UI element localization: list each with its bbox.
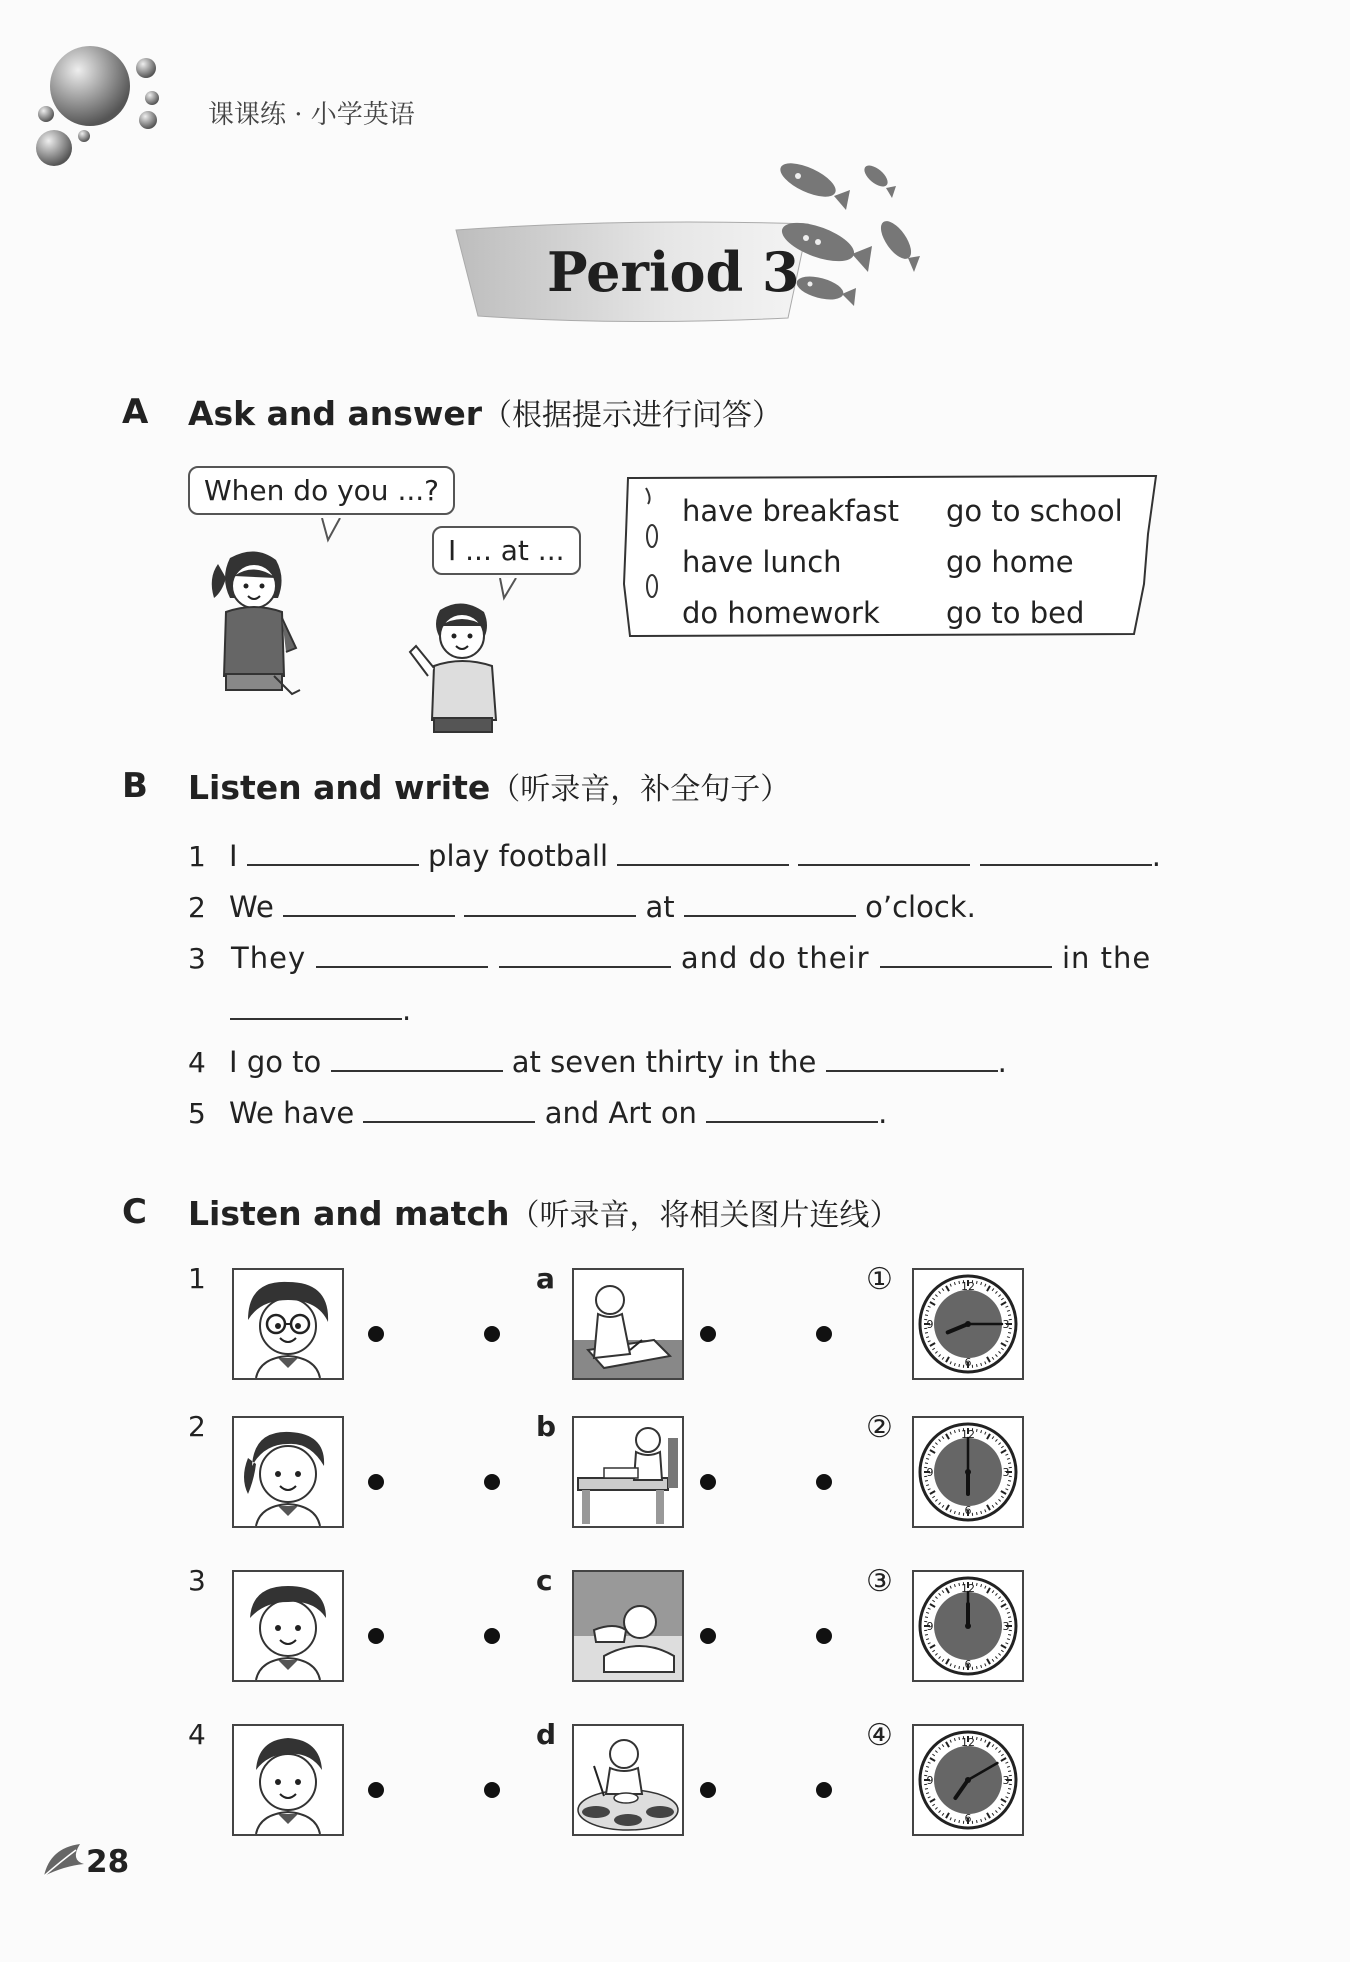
line-text: in the xyxy=(1061,941,1152,975)
section-c-cn: （听录音，将相关图片连线） xyxy=(509,1198,900,1233)
activity-picture xyxy=(572,1268,684,1380)
match-dot[interactable] xyxy=(816,1782,832,1798)
line-text: at seven thirty in the xyxy=(511,1045,817,1079)
answer-blank[interactable] xyxy=(464,885,636,917)
phrase-have-lunch: have lunch xyxy=(682,545,842,579)
leaf-icon xyxy=(40,1840,86,1880)
answer-blank[interactable] xyxy=(617,834,789,866)
section-a-letter: A xyxy=(122,392,149,432)
circled-number: ④ xyxy=(866,1718,893,1753)
clock-icon xyxy=(912,1416,1024,1528)
section-a-cn: （根据提示进行问答） xyxy=(482,398,783,433)
svg-text:3: 3 xyxy=(1002,1620,1010,1633)
line-text: at xyxy=(645,890,675,924)
match-letter: d xyxy=(536,1718,557,1751)
b-line-4 xyxy=(188,1040,1007,1079)
match-letter: a xyxy=(536,1262,555,1295)
section-a-heading xyxy=(188,390,782,434)
answer-blank[interactable] xyxy=(499,936,671,968)
svg-text:9: 9 xyxy=(926,1466,934,1479)
svg-text:12: 12 xyxy=(961,1736,975,1749)
answer-blank[interactable] xyxy=(331,1040,503,1072)
section-b-heading xyxy=(188,764,790,808)
svg-text:6: 6 xyxy=(964,1356,972,1369)
svg-text:3: 3 xyxy=(1002,1774,1010,1787)
match-dot[interactable] xyxy=(484,1474,500,1490)
phrase-go-to-school: go to school xyxy=(946,494,1123,528)
answer-blank[interactable] xyxy=(316,936,488,968)
line-text: . xyxy=(1151,839,1161,873)
b-line-2 xyxy=(188,885,976,924)
book-title: 课课练 · 小学英语 xyxy=(208,100,415,130)
svg-text:9: 9 xyxy=(926,1620,934,1633)
line-number: 4 xyxy=(188,1046,206,1079)
decorative-bubbles xyxy=(28,40,178,170)
match-dot[interactable] xyxy=(368,1474,384,1490)
page-title: Period 3 xyxy=(547,240,800,304)
line-text: I go to xyxy=(229,1045,322,1079)
line-number: 5 xyxy=(188,1097,206,1130)
answer-blank[interactable] xyxy=(283,885,455,917)
svg-text:6: 6 xyxy=(964,1812,972,1825)
match-row-number: 4 xyxy=(188,1718,206,1751)
section-c-title: Listen and match xyxy=(188,1194,510,1233)
match-row-number: 3 xyxy=(188,1564,206,1597)
section-b-letter: B xyxy=(122,766,148,806)
answer-blank[interactable] xyxy=(684,885,856,917)
match-dot[interactable] xyxy=(368,1782,384,1798)
circled-number: ① xyxy=(866,1262,893,1297)
match-dot[interactable] xyxy=(368,1326,384,1342)
activity-picture xyxy=(572,1416,684,1528)
person-picture xyxy=(232,1724,344,1836)
svg-text:3: 3 xyxy=(1002,1318,1010,1331)
activity-picture xyxy=(572,1570,684,1682)
circled-number: ② xyxy=(866,1410,893,1445)
person-picture xyxy=(232,1570,344,1682)
match-dot[interactable] xyxy=(368,1628,384,1644)
boy-illustration xyxy=(404,596,514,736)
answer-blank[interactable] xyxy=(230,988,402,1020)
match-dot[interactable] xyxy=(816,1628,832,1644)
svg-text:6: 6 xyxy=(964,1504,972,1517)
line-text: We xyxy=(229,890,274,924)
line-number: 2 xyxy=(188,891,206,924)
phrase-column-right xyxy=(946,486,1123,639)
section-c-heading xyxy=(188,1190,899,1234)
match-dot[interactable] xyxy=(700,1628,716,1644)
svg-text:9: 9 xyxy=(926,1774,934,1787)
phrase-column-left xyxy=(682,486,899,639)
section-b-cn: （听录音，补全句子） xyxy=(490,772,791,807)
match-dot[interactable] xyxy=(700,1782,716,1798)
answer-blank[interactable] xyxy=(798,834,970,866)
clock-icon xyxy=(912,1570,1024,1682)
line-text: . xyxy=(997,1045,1007,1079)
line-text: They xyxy=(231,941,307,975)
clock-icon xyxy=(912,1724,1024,1836)
answer-blank[interactable] xyxy=(980,834,1152,866)
line-number: 3 xyxy=(188,942,207,975)
phrase-have-breakfast: have breakfast xyxy=(682,494,899,528)
line-text: . xyxy=(402,993,412,1027)
person-picture xyxy=(232,1416,344,1528)
b-line-3-continued xyxy=(230,988,411,1027)
girl-illustration xyxy=(200,548,310,700)
answer-blank[interactable] xyxy=(826,1040,998,1072)
svg-text:12: 12 xyxy=(961,1582,975,1595)
phrase-go-home: go home xyxy=(946,545,1074,579)
svg-text:12: 12 xyxy=(961,1280,975,1293)
svg-text:12: 12 xyxy=(961,1428,975,1441)
match-letter: b xyxy=(536,1410,557,1443)
line-text: o’clock. xyxy=(865,890,976,924)
match-dot[interactable] xyxy=(484,1326,500,1342)
match-dot[interactable] xyxy=(484,1782,500,1798)
match-dot[interactable] xyxy=(700,1474,716,1490)
activity-picture xyxy=(572,1724,684,1836)
section-a-title: Ask and answer xyxy=(188,394,483,433)
section-b-title: Listen and write xyxy=(188,768,491,807)
phrase-do-homework: do homework xyxy=(682,596,880,630)
line-text: . xyxy=(878,1096,888,1130)
speech-tail xyxy=(318,518,348,544)
line-number: 1 xyxy=(188,840,206,873)
line-text: play football xyxy=(428,839,609,873)
b-line-5 xyxy=(188,1091,887,1130)
person-picture xyxy=(232,1268,344,1380)
page-number: 28 xyxy=(86,1844,130,1880)
answer-blank[interactable] xyxy=(363,1091,535,1123)
section-c-letter: C xyxy=(122,1192,147,1232)
answer-blank[interactable] xyxy=(706,1091,878,1123)
line-text: We have xyxy=(229,1096,355,1130)
svg-text:9: 9 xyxy=(926,1318,934,1331)
svg-text:6: 6 xyxy=(964,1658,972,1671)
answer-blank[interactable] xyxy=(247,834,419,866)
match-dot[interactable] xyxy=(816,1474,832,1490)
b-line-3 xyxy=(188,936,1151,975)
match-row-number: 2 xyxy=(188,1410,206,1443)
speech-bubble-answer: I ... at ... xyxy=(432,526,581,575)
line-text: and Art on xyxy=(544,1096,697,1130)
circled-number: ③ xyxy=(866,1564,893,1599)
match-dot[interactable] xyxy=(816,1326,832,1342)
clock-icon xyxy=(912,1268,1024,1380)
line-text: I xyxy=(229,839,238,873)
answer-blank[interactable] xyxy=(880,936,1052,968)
line-text: and do their xyxy=(680,941,870,975)
svg-text:3: 3 xyxy=(1002,1466,1010,1479)
phrase-go-to-bed: go to bed xyxy=(946,596,1085,630)
match-dot[interactable] xyxy=(484,1628,500,1644)
match-dot[interactable] xyxy=(700,1326,716,1342)
speech-bubble-question: When do you ...? xyxy=(188,466,455,515)
b-line-1 xyxy=(188,834,1161,873)
match-row-number: 1 xyxy=(188,1262,206,1295)
match-letter: c xyxy=(536,1564,553,1597)
